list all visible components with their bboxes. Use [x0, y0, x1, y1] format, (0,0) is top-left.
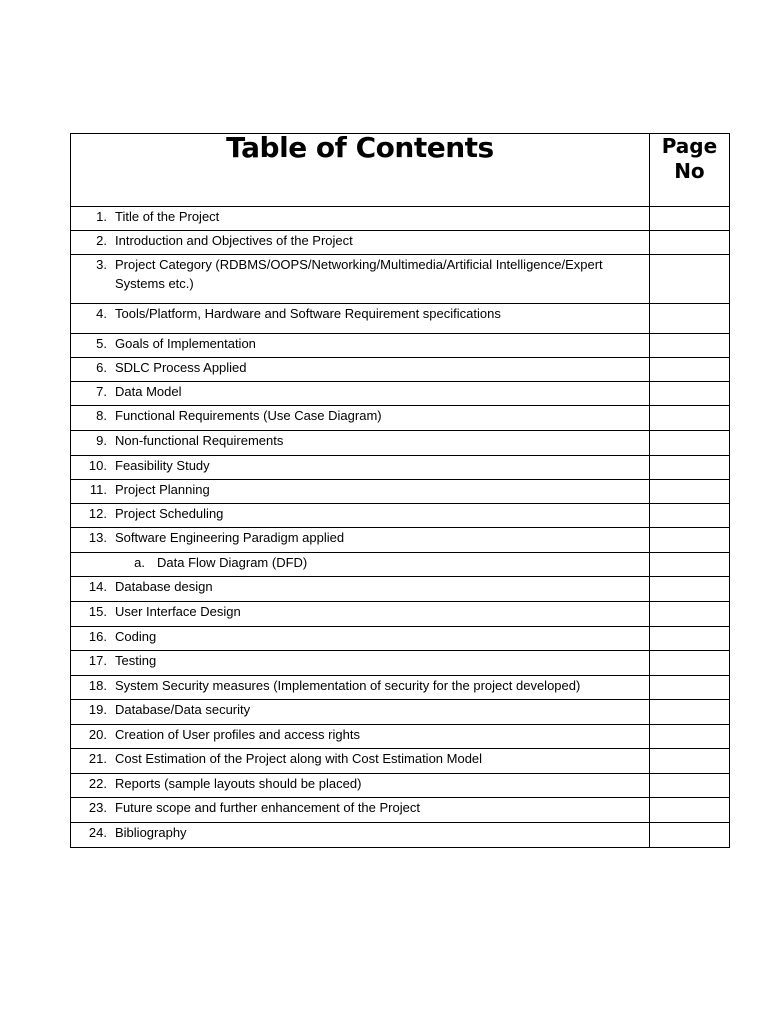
toc-item-row: [71, 577, 730, 602]
toc-item-number: 14.: [88, 579, 107, 594]
toc-page-number: [649, 627, 729, 651]
toc-item: [71, 504, 650, 528]
toc-page-number: [649, 749, 729, 774]
toc-item-number: 11.: [89, 482, 107, 497]
toc-item-row: [71, 774, 730, 798]
toc-item-text: Non-functional Requirements: [115, 433, 284, 448]
toc-item-text: Data Flow Diagram (DFD): [157, 555, 308, 570]
toc-item-number: 16.: [88, 629, 107, 644]
toc-page-number: [649, 602, 729, 627]
toc-item-number: 5.: [96, 336, 107, 351]
toc-item-row: [71, 334, 730, 358]
toc-page-number: [649, 700, 729, 725]
toc-item-row: [71, 749, 730, 774]
toc-item-text: Data Model: [115, 384, 182, 399]
toc-item: [71, 431, 650, 456]
toc-item-text: Reports (sample layouts should be placed): [115, 776, 362, 791]
toc-item-row: [71, 823, 730, 848]
page-no-header-line2: No: [674, 159, 705, 183]
toc-item-row: [71, 207, 730, 231]
page-no-header: [649, 134, 729, 207]
toc-item-text: Introduction and Objectives of the Project: [115, 233, 353, 248]
toc-item-row: [71, 431, 730, 456]
toc-item: [71, 602, 650, 627]
toc-item-row: [71, 798, 730, 823]
toc-item: [71, 304, 650, 334]
toc-item-text: Creation of User profiles and access rights: [115, 727, 360, 742]
toc-page-number: [649, 823, 729, 848]
toc-item-number: 21.: [88, 751, 107, 766]
toc-item: [71, 231, 650, 255]
toc-item-row: [71, 304, 730, 334]
toc-item: [71, 406, 650, 431]
toc-item-row: [71, 231, 730, 255]
toc-item-number: 1.: [96, 209, 107, 224]
toc-item-row: [71, 602, 730, 627]
toc-page-number: [649, 304, 729, 334]
toc-item-number: 20.: [88, 727, 107, 742]
toc-item-text: Project Category (RDBMS/OOPS/Networking/Multimedia/Artificial Intelligence/Expert Systems etc.): [115, 257, 603, 291]
toc-item-text: Coding: [115, 629, 157, 644]
toc-item: [71, 725, 650, 749]
toc-item: [71, 334, 650, 358]
toc-page-number: [649, 798, 729, 823]
toc-page-number: [649, 676, 729, 700]
toc-item: [71, 627, 650, 651]
toc-item: [71, 823, 650, 848]
toc-item: [71, 577, 650, 602]
toc-item-number: 24.: [88, 825, 107, 840]
toc-item: [71, 382, 650, 406]
toc-item-text: Software Engineering Paradigm applied: [115, 530, 345, 545]
toc-item-text: Feasibility Study: [115, 458, 210, 473]
toc-page-number: [649, 725, 729, 749]
toc-item-number: 7.: [96, 384, 107, 399]
toc-item: [71, 480, 650, 504]
toc-item: [71, 207, 650, 231]
toc-item-text: Tools/Platform, Hardware and Software Requirement specifications: [115, 306, 501, 321]
toc-item-number: 23.: [88, 800, 107, 815]
toc-item-number: 3.: [96, 257, 107, 272]
toc-item-number: a.: [134, 555, 145, 570]
toc-table: [70, 133, 730, 848]
toc-page-number: [649, 528, 729, 553]
toc-item-row: [71, 382, 730, 406]
toc-item-number: 12.: [88, 506, 107, 521]
toc-item: [71, 553, 650, 577]
toc-item-row: [71, 504, 730, 528]
toc-item-text: Future scope and further enhancement of the Project: [115, 800, 420, 815]
toc-item-row: [71, 358, 730, 382]
toc-item-text: SDLC Process Applied: [115, 360, 247, 375]
toc-page-number: [649, 255, 729, 304]
toc-item: [71, 700, 650, 725]
toc-page-number: [649, 231, 729, 255]
toc-item-text: Functional Requirements (Use Case Diagram): [115, 408, 382, 423]
toc-body: [71, 207, 730, 848]
toc-page-number: [649, 553, 729, 577]
toc-item-text: Database/Data security: [115, 702, 251, 717]
toc-page-number: [649, 431, 729, 456]
toc-item: [71, 358, 650, 382]
toc-item-number: 13.: [88, 530, 107, 545]
toc-item-number: 4.: [96, 306, 107, 321]
toc-item-text: Cost Estimation of the Project along with Cost Estimation Model: [115, 751, 483, 766]
toc-item: [71, 255, 650, 304]
toc-item: [71, 651, 650, 676]
toc-item-row: [71, 456, 730, 480]
toc-item-row: [71, 725, 730, 749]
toc-page-number: [649, 382, 729, 406]
toc-item: [71, 528, 650, 553]
toc-item-row: [71, 676, 730, 700]
toc-header-row: [71, 134, 730, 207]
toc-item-text: Goals of Implementation: [115, 336, 256, 351]
toc-item: [71, 749, 650, 774]
toc-item: [71, 676, 650, 700]
toc-item-text: Project Scheduling: [115, 506, 224, 521]
toc-item-text: Testing: [115, 653, 157, 668]
toc-item-number: 2.: [96, 233, 107, 248]
toc-item-number: 6.: [96, 360, 107, 375]
toc-page-number: [649, 577, 729, 602]
toc-item-text: Project Planning: [115, 482, 210, 497]
toc-item-number: 17.: [88, 653, 107, 668]
toc-page-number: [649, 651, 729, 676]
toc-item-row: [71, 651, 730, 676]
toc-item-row: [71, 255, 730, 304]
toc-item-number: 18.: [88, 678, 107, 693]
toc-item-number: 8.: [96, 408, 107, 423]
toc-title: Table of Contents: [71, 134, 650, 207]
toc-item-row: [71, 627, 730, 651]
toc-item-text: User Interface Design: [115, 604, 241, 619]
toc-item: [71, 456, 650, 480]
toc-page-number: [649, 358, 729, 382]
toc-item-number: 9.: [96, 433, 107, 448]
toc-page-number: [649, 334, 729, 358]
toc-item-text: System Security measures (Implementation of security for the project developed): [115, 678, 581, 693]
toc-item-row: [71, 700, 730, 725]
toc-item-number: 22.: [88, 776, 107, 791]
toc-item-row: [71, 480, 730, 504]
toc-page-number: [649, 207, 729, 231]
toc-item-text: Title of the Project: [115, 209, 220, 224]
toc-page-number: [649, 480, 729, 504]
toc-item-number: 15.: [88, 604, 107, 619]
toc-page-number: [649, 406, 729, 431]
toc-item-text: Database design: [115, 579, 213, 594]
toc-item-number: 10.: [88, 458, 107, 473]
toc-item: [71, 798, 650, 823]
toc-subitem-row: [71, 553, 730, 577]
toc-item-row: [71, 406, 730, 431]
toc-page-number: [649, 504, 729, 528]
toc-item-number: 19.: [88, 702, 107, 717]
toc-item-row: [71, 528, 730, 553]
page-no-header-line1: Page: [661, 134, 718, 158]
toc-page-number: [649, 456, 729, 480]
toc-item: [71, 774, 650, 798]
toc-page-number: [649, 774, 729, 798]
toc-item-text: Bibliography: [115, 825, 187, 840]
